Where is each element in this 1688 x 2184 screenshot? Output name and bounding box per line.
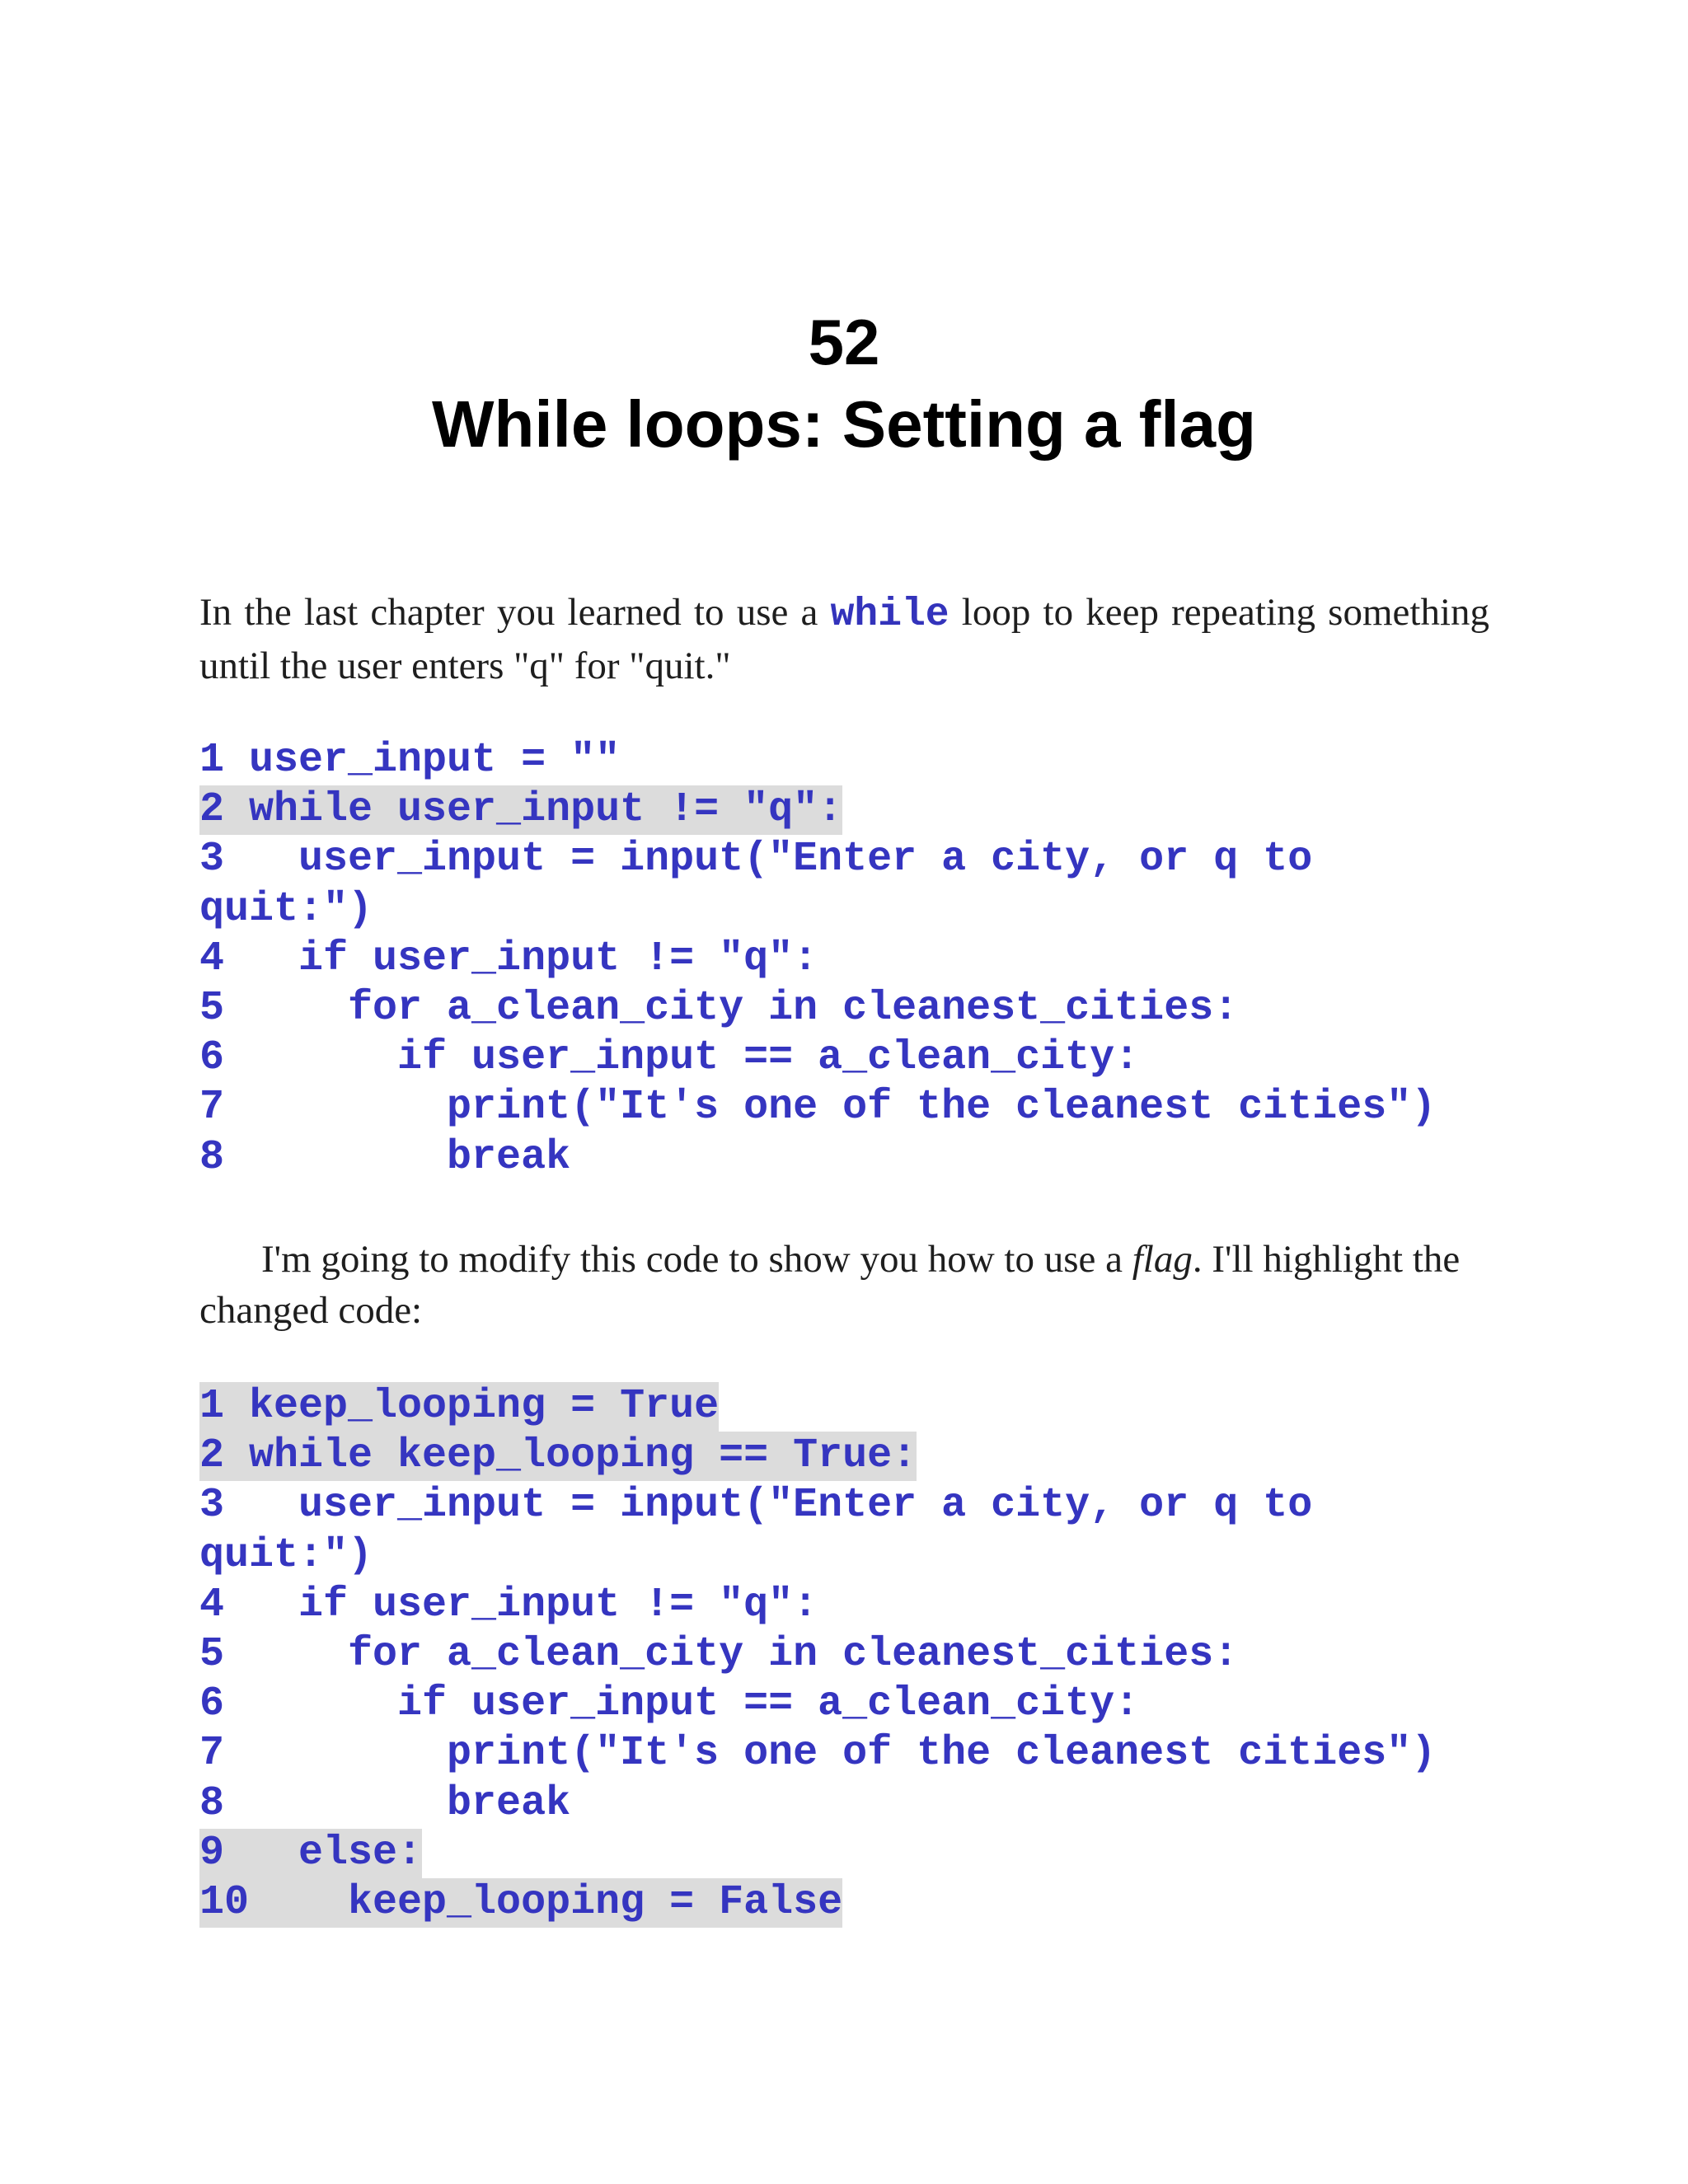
code-line: [199, 1481, 1436, 1530]
flag-emphasis: flag: [1132, 1238, 1193, 1281]
flag-text-before: I'm going to modify this code to show you how to use a: [261, 1238, 1132, 1281]
code-line-text: 8 break: [199, 1779, 571, 1827]
code-line-text: 4 if user_input != "q":: [199, 1581, 818, 1629]
chapter-number: 52: [808, 306, 880, 378]
code-line: [199, 1630, 1436, 1680]
code-line-text: 6 if user_input == a_clean_city:: [199, 1034, 1140, 1082]
code-listing-modified: [199, 1382, 1436, 1928]
code-line-text: quit:"): [199, 1531, 373, 1579]
code-line: [199, 1083, 1436, 1132]
code-line: [199, 1729, 1436, 1779]
code-line-text: 4 if user_input != "q":: [199, 935, 818, 982]
flag-paragraph: [199, 1234, 1489, 1336]
code-line-text: 7 print("It's one of the cleanest cities"): [199, 1730, 1437, 1778]
intro-text-before: In the last chapter you learned to use a: [199, 591, 831, 634]
code-line: [199, 835, 1436, 884]
code-line: [199, 1779, 1436, 1829]
code-line-text: 2 while user_input != "q":: [199, 785, 842, 835]
code-line-text: quit:"): [199, 885, 373, 933]
intro-text-after: loop to keep repeating something until the user enters "q" for "quit.": [199, 591, 1489, 687]
code-line-text: 1 user_input = "": [199, 737, 621, 784]
code-line-text: 5 for a_clean_city in cleanest_cities:: [199, 984, 1239, 1032]
code-line-text: 9 else:: [199, 1829, 422, 1878]
code-line-text: 8 break: [199, 1133, 571, 1181]
code-line: [199, 785, 1436, 835]
code-line: [199, 1680, 1436, 1729]
code-line-text: 1 keep_looping = True: [199, 1382, 719, 1432]
chapter-title: While loops: Setting a flag: [432, 387, 1256, 461]
intro-paragraph: [199, 587, 1489, 691]
code-line-text: 10 keep_looping = False: [199, 1878, 842, 1928]
code-listing-original: [199, 736, 1436, 1183]
code-line: [199, 1531, 1436, 1581]
code-line-text: 5 for a_clean_city in cleanest_cities:: [199, 1630, 1239, 1678]
code-line-text: 2 while keep_looping == True:: [199, 1432, 917, 1481]
flag-text-after: . I'll highlight the changed code:: [199, 1238, 1461, 1332]
code-line-text: 3 user_input = input("Enter a city, or q to: [199, 1482, 1313, 1530]
code-line: [199, 1829, 1436, 1878]
inline-code-keyword: while: [830, 593, 950, 637]
code-line: [199, 1581, 1436, 1630]
code-line: [199, 984, 1436, 1033]
code-line: [199, 1382, 1436, 1432]
code-line: [199, 935, 1436, 984]
code-line: [199, 736, 1436, 785]
code-line: [199, 885, 1436, 935]
code-line-text: 3 user_input = input("Enter a city, or q to: [199, 836, 1313, 883]
code-line: [199, 1432, 1436, 1481]
code-line-text: 6 if user_input == a_clean_city:: [199, 1680, 1140, 1728]
code-line: [199, 1033, 1436, 1083]
code-line: [199, 1133, 1436, 1183]
code-line: [199, 1878, 1436, 1928]
code-line-text: 7 print("It's one of the cleanest cities"): [199, 1084, 1437, 1132]
